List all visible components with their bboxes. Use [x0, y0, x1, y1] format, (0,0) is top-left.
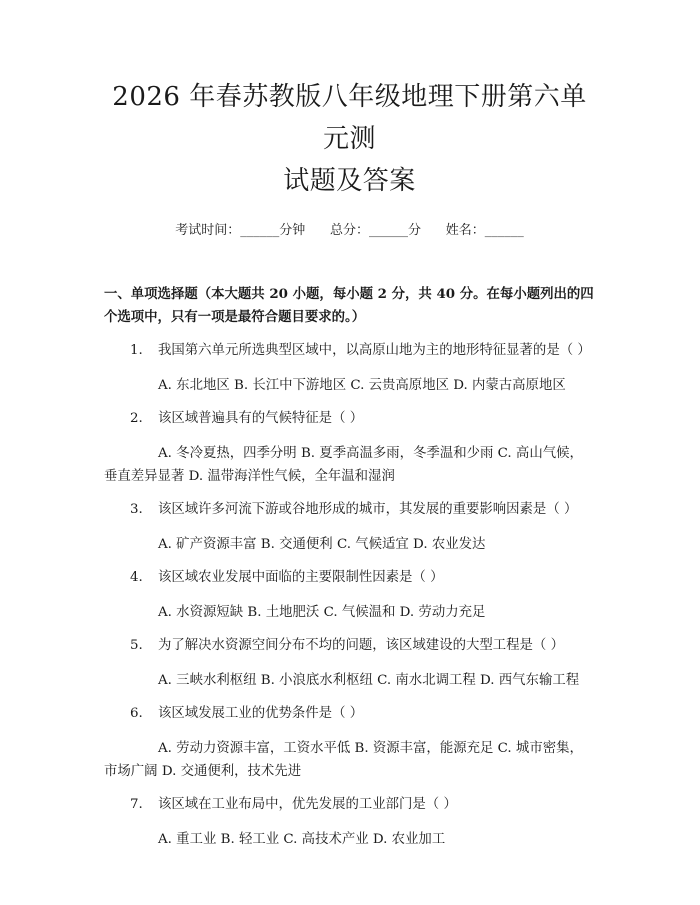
question-number: 3. — [130, 502, 143, 517]
question-item — [104, 407, 595, 488]
question-item — [104, 339, 595, 397]
document-title — [104, 76, 595, 202]
question-item — [104, 793, 595, 851]
question-options: A. 三峡水利枢纽 B. 小浪底水利枢纽 C. 南水北调工程 D. 西气东输工程 — [158, 673, 580, 688]
question-number: 6. — [130, 706, 143, 721]
question-options: A. 劳动力资源丰富，工资水平低 B. 资源丰富，能源充足 C. 城市密集，市场广阔 D. 交通便利，技术先进 — [104, 741, 583, 779]
question-options: A. 水资源短缺 B. 土地肥沃 C. 气候温和 D. 劳动力充足 — [158, 605, 486, 620]
question-number: 4. — [130, 570, 143, 585]
question-stem — [104, 793, 595, 816]
question-list — [104, 339, 595, 851]
exam-info-line: 考试时间：______分钟 总分：______分 姓名：______ — [175, 223, 524, 238]
question-text: 该区域发展工业的优势条件是（ ） — [158, 706, 364, 721]
question-options: A. 矿产资源丰富 B. 交通便利 C. 气候适宜 D. 农业发达 — [158, 537, 486, 552]
question-item — [104, 702, 595, 783]
question-number: 2. — [130, 411, 143, 426]
title-line-1: 2026 年春苏教版八年级地理下册第六单元测 — [112, 82, 587, 154]
question-item — [104, 634, 595, 692]
question-text: 该区域普遍具有的气候特征是（ ） — [158, 411, 364, 426]
question-stem — [104, 566, 595, 589]
question-text: 该区域在工业布局中，优先发展的工业部门是（ ） — [158, 797, 457, 812]
question-text: 该区域许多河流下游或谷地形成的城市，其发展的重要影响因素是（ ） — [158, 502, 578, 517]
question-number: 7. — [130, 797, 143, 812]
question-number: 1. — [130, 343, 143, 358]
question-options: A. 重工业 B. 轻工业 C. 高技术产业 D. 农业加工 — [158, 832, 446, 847]
question-stem — [104, 634, 595, 657]
question-stem — [104, 407, 595, 430]
section-heading: 一、单项选择题（本大题共 20 小题，每小题 2 分，共 40 分。在每小题列出的四个选项中，只有一项是最符合题目要求的。） — [104, 286, 594, 325]
question-stem — [104, 339, 595, 362]
question-text: 为了解决水资源空间分布不均的问题，该区域建设的大型工程是（ ） — [158, 638, 564, 653]
question-text: 我国第六单元所选典型区域中，以高原山地为主的地形特征显著的是（ ） — [158, 343, 591, 358]
question-stem — [104, 498, 595, 521]
question-number: 5. — [130, 638, 143, 653]
question-options: A. 冬冷夏热，四季分明 B. 夏季高温多雨，冬季温和少雨 C. 高山气候，垂直差异显著 D. 温带海洋性气候，全年温和湿润 — [104, 446, 583, 484]
question-item — [104, 498, 595, 556]
question-stem — [104, 702, 595, 725]
title-line-2: 试题及答案 — [283, 166, 416, 196]
question-text: 该区域农业发展中面临的主要限制性因素是（ ） — [158, 570, 444, 585]
question-item — [104, 566, 595, 624]
question-options: A. 东北地区 B. 长江中下游地区 C. 云贵高原地区 D. 内蒙古高原地区 — [158, 378, 566, 393]
